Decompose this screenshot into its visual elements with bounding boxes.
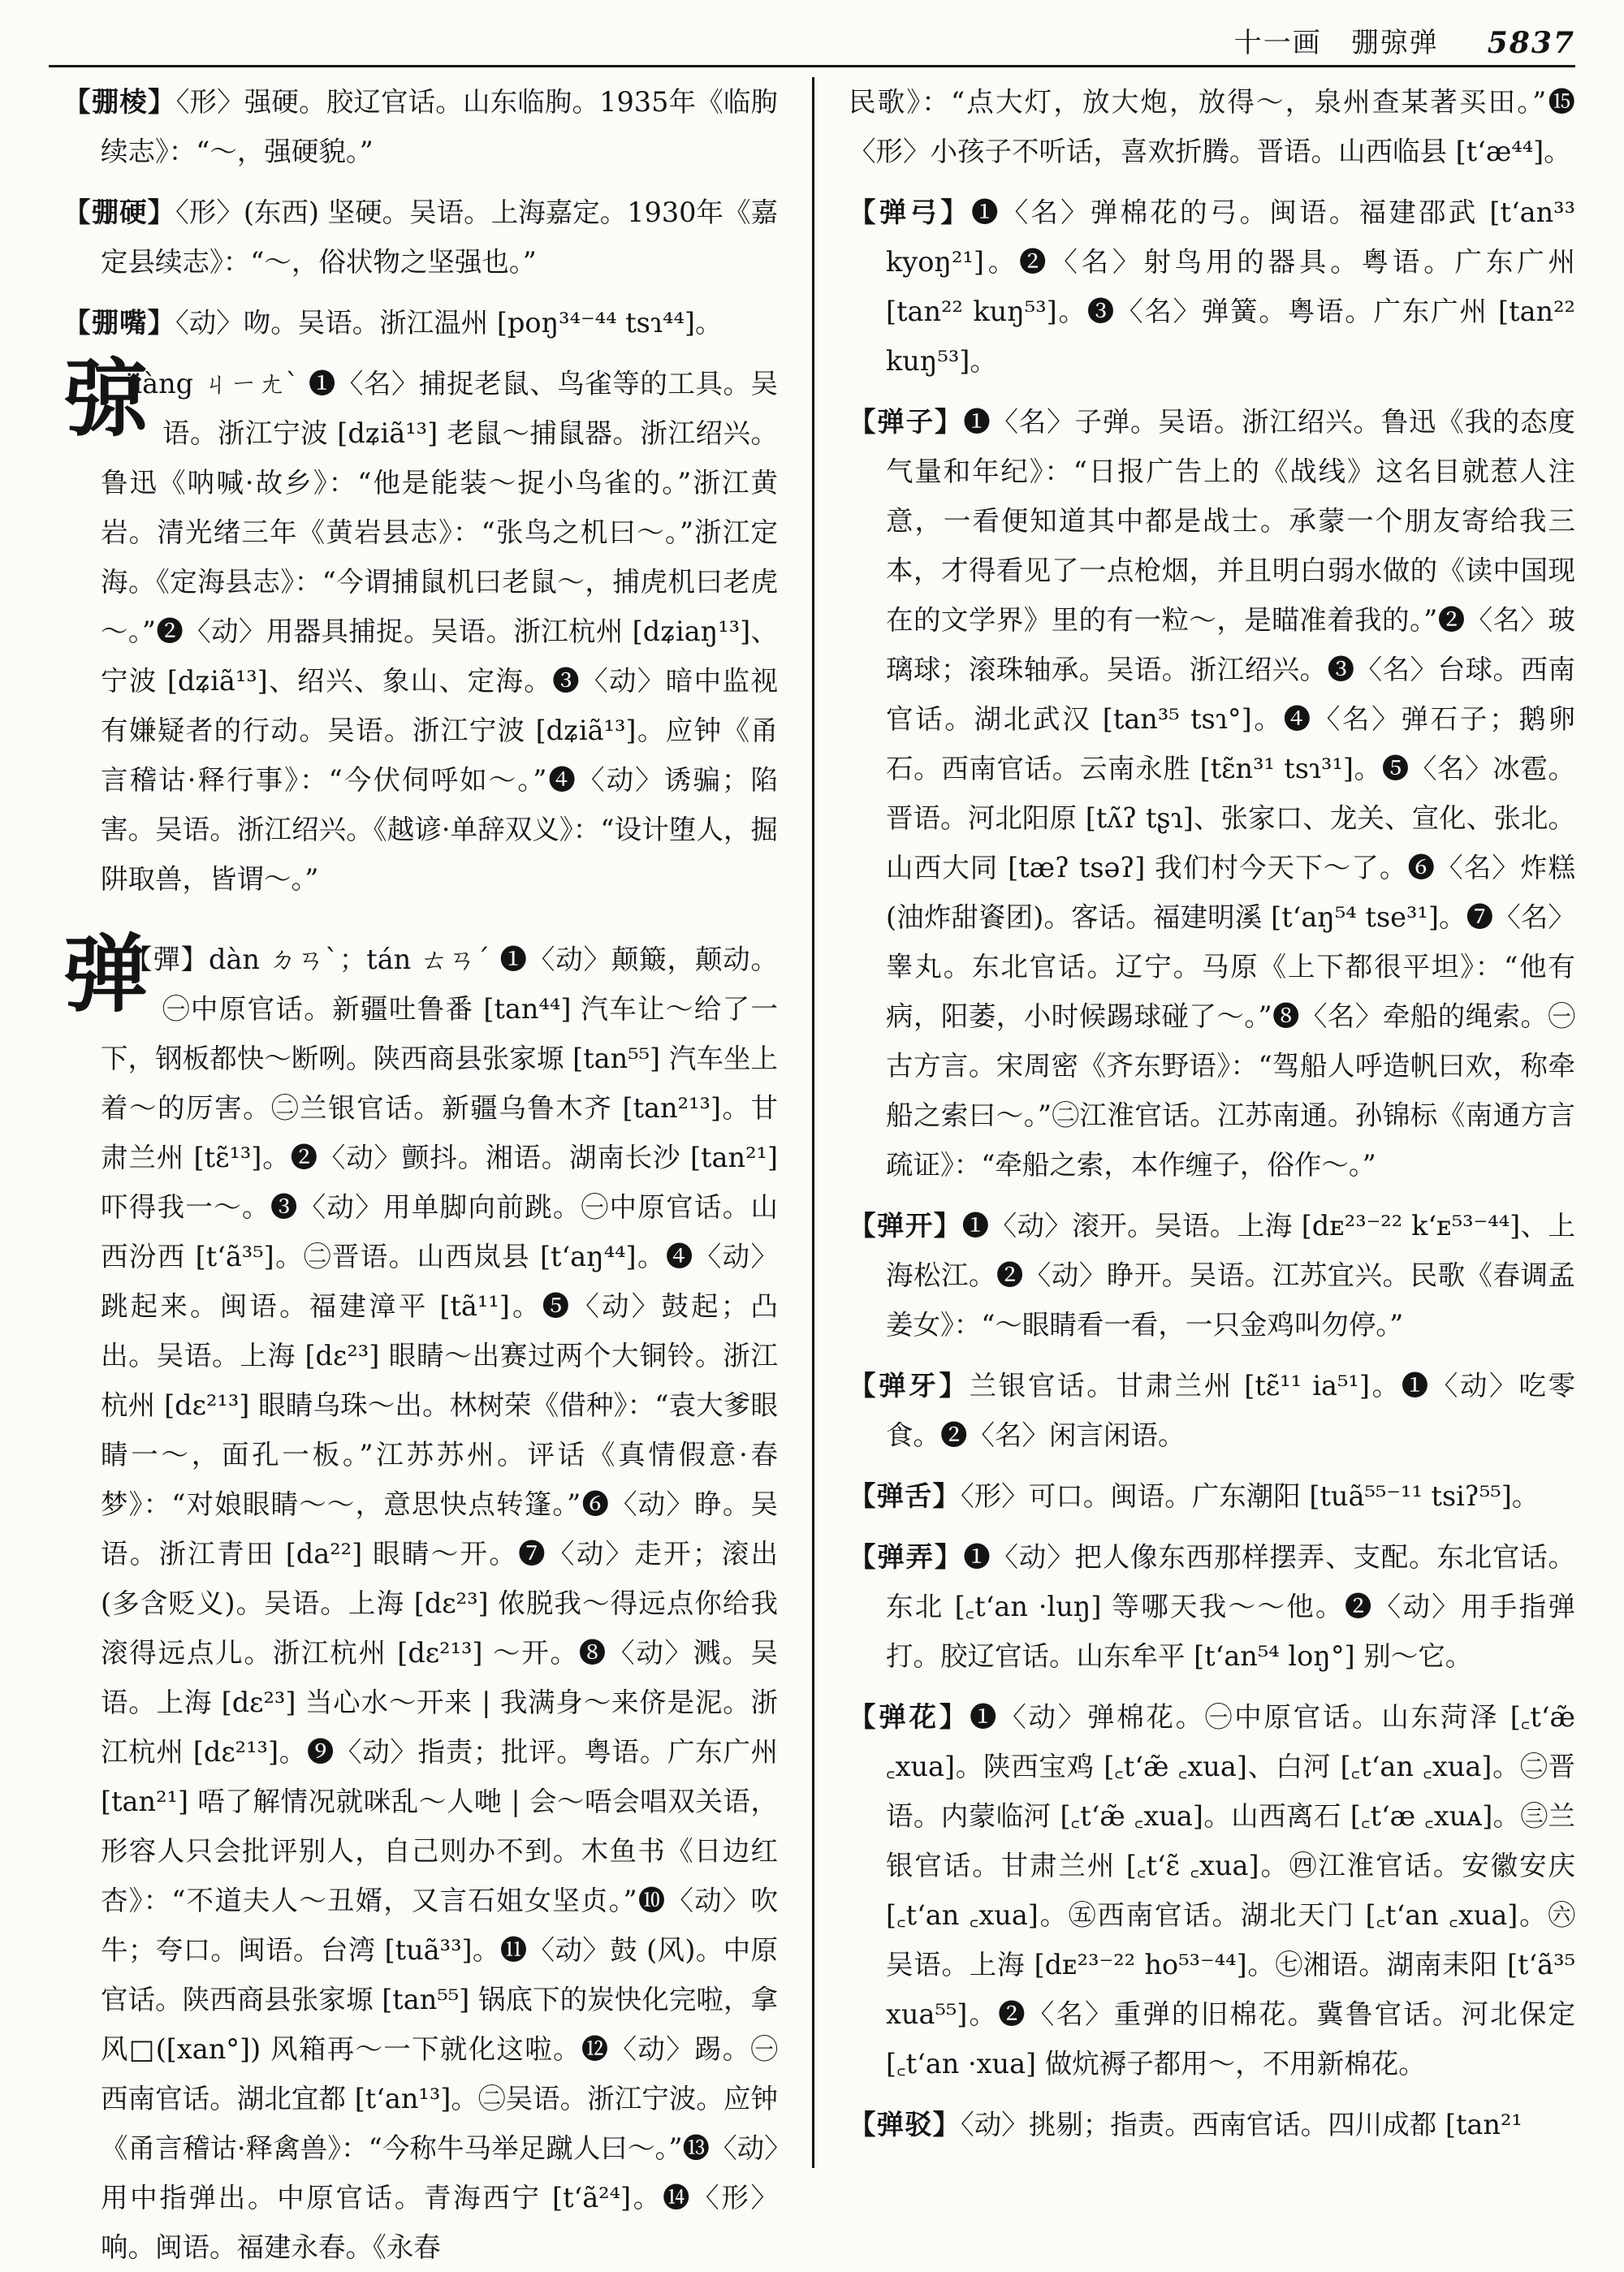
entry-headword: 【弸棱】	[63, 86, 176, 118]
entry-body: 〈动〉挑剔；指责。西南官话。四川成都 [tan²¹	[961, 2109, 1522, 2140]
entry-body: ❶〈动〉滚开。吴语。上海 [dᴇ²³⁻²² kʻᴇ⁵³⁻⁴⁴]、上海松江。❷〈动〉睁开。吴语。江苏宜兴。民歌《春调孟姜女》：“～眼睛看一看，一只金鸡叫勿停。”	[886, 1210, 1576, 1341]
entry-dan-zi	[849, 397, 1575, 1190]
entry-dan-kai	[849, 1201, 1575, 1350]
header-chars: 十一画 弸弶弹	[1233, 27, 1439, 59]
entry-dan-ya	[849, 1361, 1575, 1460]
entry-body: 〈形〉(东西) 坚硬。吴语。上海嘉定。1930年《嘉定县续志》：“～，俗状物之坚强也。”	[101, 197, 779, 278]
entry-beng-leng	[63, 77, 778, 176]
spacer	[63, 915, 778, 935]
entry-beng-zui	[63, 298, 778, 348]
entry-headword: 【弹驳】	[849, 2109, 961, 2140]
entry-beng-ying	[63, 188, 778, 287]
left-column	[63, 77, 779, 2263]
entry-dan-nong	[849, 1532, 1575, 1681]
entry-headword: 【弸嘴】	[63, 307, 175, 339]
header-rule	[49, 65, 1575, 67]
entry-body: 【彈】dàn ㄉㄢˋ；tán ㄊㄢˊ ❶〈动〉颠簸，颠动。㊀中原官话。新疆吐鲁番 [tan⁴⁴] 汽车让～给了一下，钢板都快～断咧。陕西商县张家塬 [tan⁵⁵] 汽车坐上着～的厉害。㊁兰银官话。新疆乌鲁木齐 [tan²¹³]。甘肃兰州 [tɛ̃¹³]。❷〈动〉颤抖。湘语。湖南长沙 [tan²¹] 吓得我一～。❸〈动〉用单脚向前跳。㊀中原官话。山西汾西 [tʻã³⁵]。㊁晋语。山西岚县 [tʻaŋ⁴⁴]。❹〈动〉跳起来。闽语。福建漳平 [tã¹¹]。❺〈动〉鼓起；凸出。吴语。上海 [dɛ²³] 眼睛～出赛过两个大铜铃。浙江杭州 [dɛ²¹³] 眼睛乌珠～出。林树荣《借种》：“袁大爹眼睛一～，面孔一板。”江苏苏州。评话《真情假意·春梦》：“对娘眼睛～～，意思快点转篷。”❻〈动〉睁。吴语。浙江青田 [da²²] 眼睛～开。❼〈动〉走开；滚出 (多含贬义)。吴语。上海 [dɛ²³] 侬脱我～得远点你给我滚得远点儿。浙江杭州 [dɛ²¹³] ～开。❽〈动〉溅。吴语。上海 [dɛ²³] 当心水～开来 | 我满身～来侪是泥。浙江杭州 [dɛ²¹³]。❾〈动〉指责；批评。粤语。广东广州 [tan²¹] 唔了解情况就咪乱～人哋 | 会～唔会唱双关语，形容人只会批评别人，自己则办不到。木鱼书《日边红杏》：“不道夫人～丑婿，又言石姐女坚贞。”❿〈动〉吹牛；夸口。闽语。台湾 [tuã³³]。⓫〈动〉鼓 (风)。中原官话。陕西商县张家塬 [tan⁵⁵] 锅底下的炭快化完啦，拿风□([xan°]) 风箱再～一下就化这啦。⓬〈动〉踢。㊀西南官话。湖北宜都 [tʻan¹³]。㊁吴语。浙江宁波。应钟《甬言稽诂·释禽兽》：“今称牛马举足蹴人曰～。”⓭〈动〉用中指弹出。中原官话。青海西宁 [tʻã²⁴]。⓮〈形〉响。闽语。福建永春。《永春	[101, 944, 778, 2263]
entry-body: ❶〈动〉弹棉花。㊀中原官话。山东菏泽 [꜀tʻæ̃ ꜀xua]。陕西宝鸡 [꜀tʻæ̃ ꜀xua]、白河 [꜀tʻan ꜀xua]。㊁晋语。内蒙临河 [꜀tʻæ̃ ꜀xua]。山西离石 [꜀tʻæ ꜀xuᴀ]。㊂兰银官话。甘肃兰州 [꜀tʻɛ̃ ꜀xua]。㊃江淮官话。安徽安庆 [꜀tʻan ꜀xua]。㊄西南官话。湖北天门 [꜀tʻan ꜀xua]。㊅吴语。上海 [dᴇ²³⁻²² ho⁵³⁻⁴⁴]。㊆湘语。湖南耒阳 [tʻã³⁵ xua⁵⁵]。❷〈名〉重弹的旧棉花。冀鲁官话。河北保定 [꜀tʻan ·xua] 做炕褥子都用～，不用新棉花。	[886, 1701, 1575, 2080]
entry-headword: 【弹弄】	[849, 1541, 964, 1573]
entry-body: 兰银官话。甘肃兰州 [tɛ̃¹¹ ia⁵¹]。❶〈动〉吃零食。❷〈名〉闲言闲语。	[886, 1370, 1575, 1451]
entry-headword: 【弹牙】	[849, 1370, 970, 1402]
entry-dan-she	[849, 1471, 1575, 1521]
character-jiang: 弶	[63, 348, 149, 448]
entry-dan-gong	[849, 188, 1575, 386]
entry-dan-bo	[849, 2100, 1575, 2149]
column-divider	[812, 77, 814, 2168]
entry-dan	[63, 924, 778, 2272]
entry-dan-hua	[849, 1692, 1575, 2088]
entry-body: 〈动〉吻。吴语。浙江温州 [poŋ³⁴⁻⁴⁴ tsɿ⁴⁴]。	[175, 307, 723, 339]
entry-headword: 【弹花】	[849, 1701, 970, 1733]
page-number: 5837	[1487, 26, 1575, 60]
entry-headword: 【弹开】	[849, 1210, 962, 1242]
entry-headword: 【弹弓】	[849, 197, 971, 228]
entry-headword: 【弹舌】	[849, 1480, 961, 1512]
entry-headword: 【弸硬】	[63, 197, 176, 228]
page-header	[49, 15, 1575, 60]
entry-body: ❶〈动〉把人像东西那样摆弄、支配。东北官话。东北 [꜀tʻan ·luŋ] 等哪天我～～他。❷〈动〉用手指弹打。胶辽官话。山东牟平 [tʻan⁵⁴ loŋ°] 别～它。	[886, 1541, 1576, 1672]
entry-body: 〈形〉可口。闽语。广东潮阳 [tuã⁵⁵⁻¹¹ tsiʔ⁵⁵]。	[961, 1480, 1540, 1512]
entry-jiang	[63, 348, 778, 904]
character-dan: 弹	[63, 924, 149, 1024]
entry-headword: 【弹子】	[849, 406, 964, 438]
entry-body: ❶〈名〉子弹。吴语。浙江绍兴。鲁迅《我的态度气量和年纪》：“日报广告上的《战线》这名目就惹人注意，一看便知道其中都是战士。承蒙一个朋友寄给我三本，才得看见了一点枪烟，并且明白弱水做的《读中国现在的文学界》里的有一粒～，是瞄准着我的。”❷〈名〉玻璃球；滚珠轴承。吴语。浙江绍兴。❸〈名〉台球。西南官话。湖北武汉 [tan³⁵ tsɿ°]。❹〈名〉弹石子；鹅卵石。西南官话。云南永胜 [tɛ̃n³¹ tsɿ³¹]。❺〈名〉冰雹。晋语。河北阳原 [tʌ̃ʔ tʂɿ]、张家口、龙关、宣化、张北。山西大同 [tæʔ tsəʔ] 我们村今天下～了。❻〈名〉炸糕 (油炸甜餈团)。客话。福建明溪 [tʻaŋ⁵⁴ tse³¹]。❼〈名〉睾丸。东北官话。辽宁。马原《上下都很平坦》：“他有病，阳萎，小时候踢球碰了～。”❽〈名〉牵船的绳索。㊀古方言。宋周密《齐东野语》：“驾船人呼造帆曰欢，称牵船之索曰～。”㊁江淮官话。江苏南通。孙锦标《南通方言疏证》：“牵船之索，本作缠子，俗作～。”	[886, 406, 1576, 1181]
entry-body: 民歌》：“点大灯，放大炮，放得～，泉州查某著买田。”⓯〈形〉小孩子不听话，喜欢折腾。晋语。山西临县 [tʻæ⁴⁴]。	[849, 86, 1575, 167]
entry-dan-continued	[849, 77, 1575, 176]
right-column	[849, 77, 1575, 2168]
entry-body: jiàng ㄐㄧㄤˋ ❶〈名〉捕捉老鼠、鸟雀等的工具。吴语。浙江宁波 [dʑiã¹³] 老鼠～捕鼠器。浙江绍兴。鲁迅《呐喊·故乡》：“他是能装～捉小鸟雀的。”浙江黄岩。清光绪三年《黄岩县志》：“张鸟之机曰～。”浙江定海。《定海县志》：“今谓捕鼠机曰老鼠～，捕虎机曰老虎～。”❷〈动〉用器具捕捉。吴语。浙江杭州 [dʑiaŋ¹³]、宁波 [dʑiã¹³]、绍兴、象山、定海。❸〈动〉暗中监视有嫌疑者的行动。吴语。浙江宁波 [dʑiã¹³]。应钟《甬言稽诂·释行事》：“今伏伺呼如～。”❹〈动〉诱骗；陷害。吴语。浙江绍兴。《越谚·单辞双义》：“设计堕人，掘阱取兽，皆谓～。”	[101, 368, 778, 895]
entry-body: ❶〈名〉弹棉花的弓。闽语。福建邵武 [tʻan³³ kyoŋ²¹]。❷〈名〉射鸟用的器具。粤语。广东广州 [tan²² kuŋ⁵³]。❸〈名〉弹簧。粤语。广东广州 [tan²² kuŋ⁵³]。	[886, 197, 1575, 377]
entry-body: 〈形〉强硬。胶辽官话。山东临朐。1935年《临朐续志》：“～，强硬貌。”	[101, 86, 779, 167]
